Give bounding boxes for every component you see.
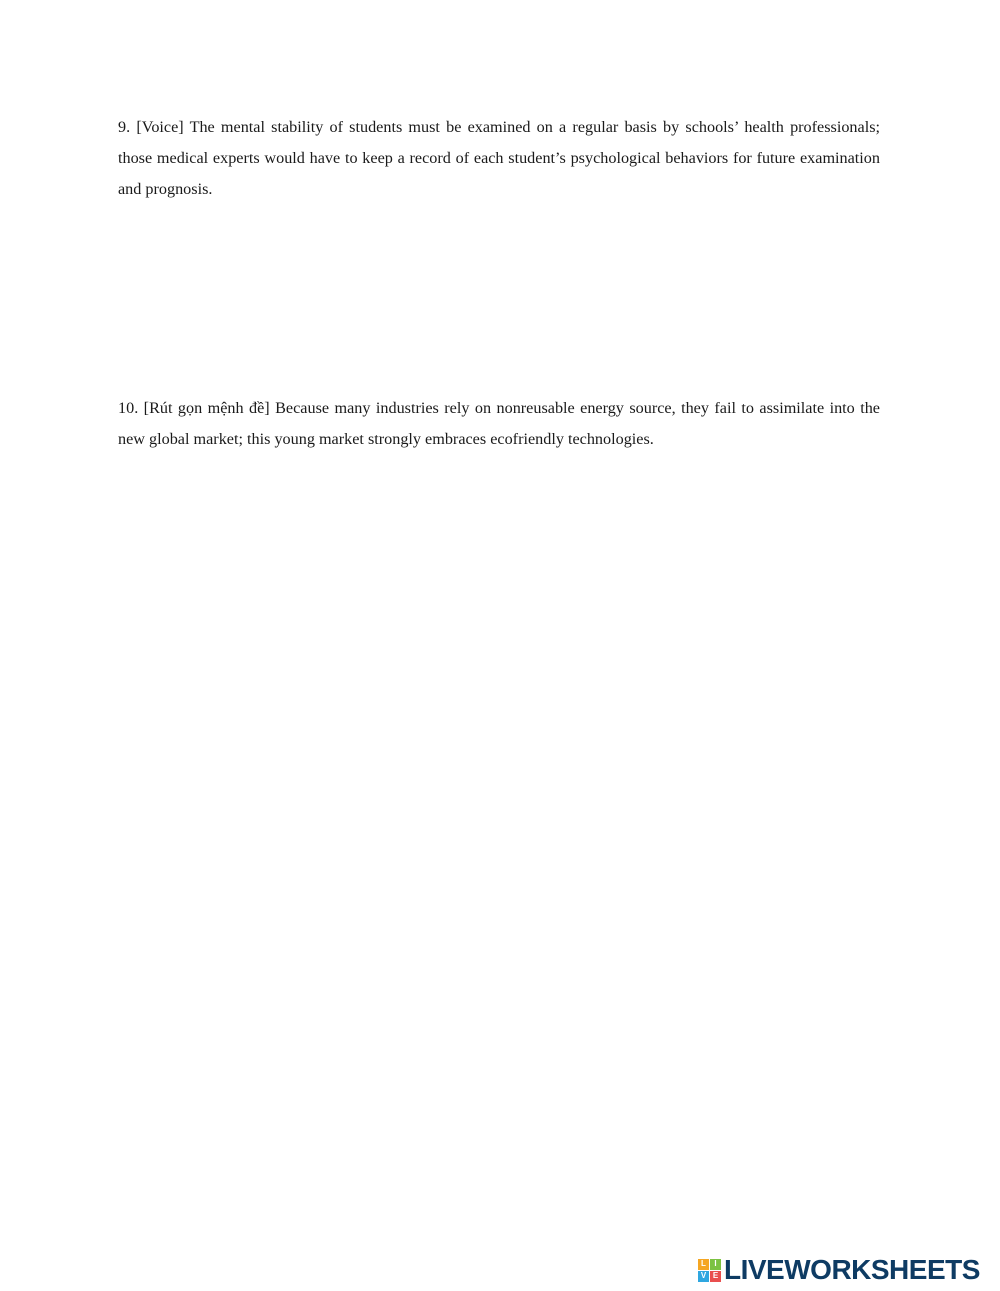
- logo-block-e: E: [710, 1271, 721, 1282]
- logo-block-v: V: [698, 1271, 709, 1282]
- logo-block-i: I: [710, 1259, 721, 1270]
- logo-icon: [698, 1259, 721, 1282]
- logo-block-l: L: [698, 1259, 709, 1270]
- question-10-text: 10. [Rút gọn mệnh đề] Because many industries rely on nonreusable energy source, they fail to assimilate into the new global market; this young market strongly embraces ecofriendly technologies.: [118, 399, 880, 448]
- liveworksheets-logo[interactable]: [698, 1255, 980, 1285]
- question-9-text: 9. [Voice] The mental stability of students must be examined on a regular basis by schools’ health professionals; those medical experts would have to keep a record of each student’s psychological behaviors for future examination and prognosis.: [118, 118, 880, 198]
- logo-wordmark: LIVEWORKSHEETS: [724, 1254, 980, 1285]
